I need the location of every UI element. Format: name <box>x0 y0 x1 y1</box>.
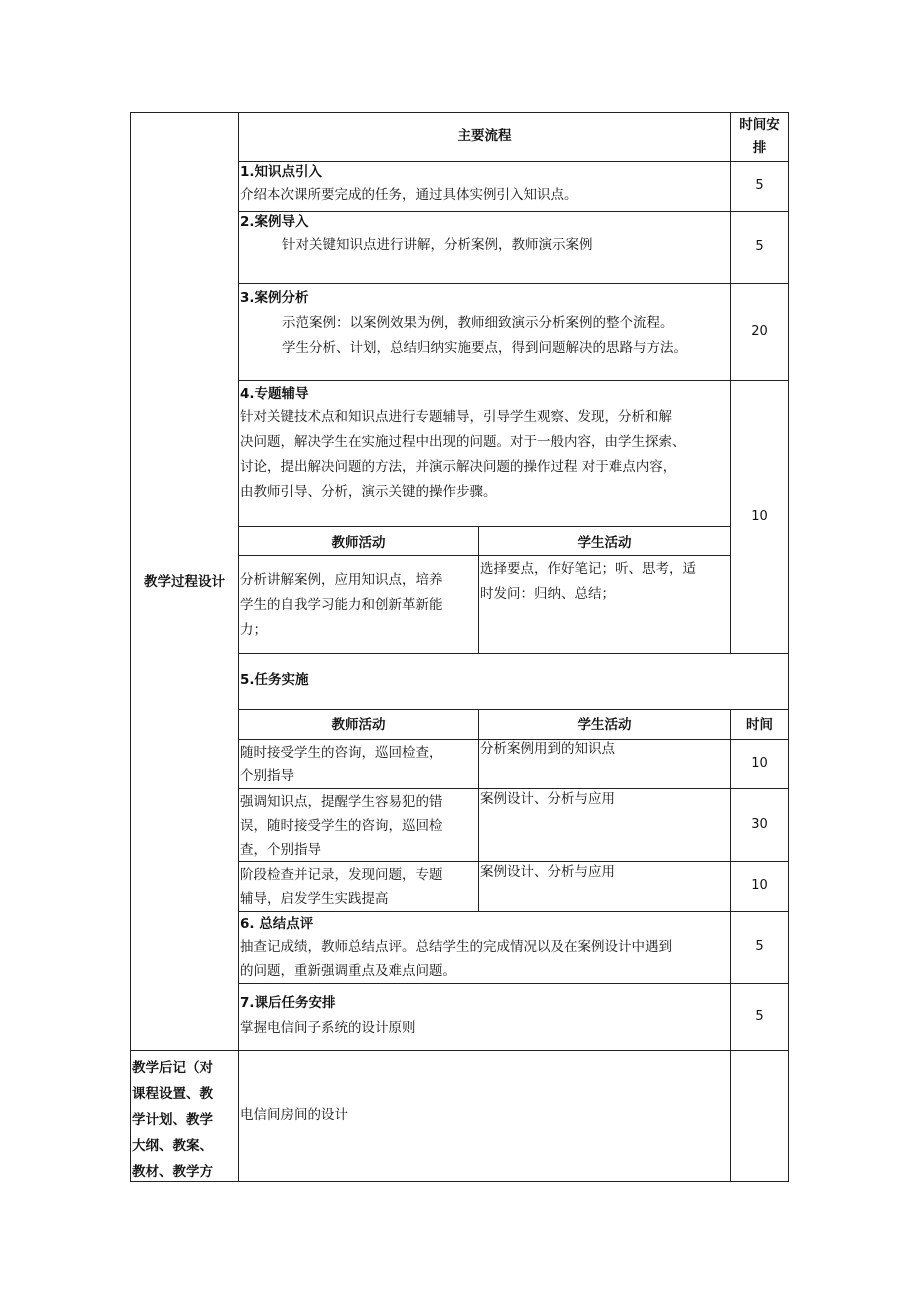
postscript-label-line: 大纲、教案、 <box>132 1138 213 1154</box>
step5-teacher-cell: 阶段检查并记录，发现问题，专题 <box>240 867 443 883</box>
postscript-label-line: 学计划、教学 <box>132 1112 213 1128</box>
step5-teacher-cell: 随时接受学生的咨询，巡回检查， <box>240 745 443 761</box>
step4-text: 讨论，提出解决问题的方法，并演示解决问题的操作过程 对于难点内容， <box>240 459 677 475</box>
postscript-label-line: 课程设置、教 <box>132 1086 213 1102</box>
step5-teacher-cell: 查，个别指导 <box>240 842 321 858</box>
step4-teacher-header: 教师活动 <box>331 535 386 551</box>
step2-title: 2.案例导入 <box>240 214 309 230</box>
step5-student-header: 学生活动 <box>577 717 632 733</box>
step4-title: 4.专题辅导 <box>240 386 309 402</box>
step7-time: 5 <box>755 1009 764 1024</box>
step5-student-cell: 分析案例用到的知识点 <box>480 741 615 757</box>
step4-student-activity: 时发问：归纳、总结； <box>480 586 615 602</box>
step5-teacher-cell: 误，随时接受学生的咨询，巡回检 <box>240 818 443 834</box>
time-header-line: 排 <box>752 140 767 156</box>
step3-time: 20 <box>751 324 768 339</box>
step5-time-cell: 10 <box>751 756 768 771</box>
step3-text: 学生分析、计划，总结归纳实施要点，得到问题解决的思路与方法。 <box>282 340 687 356</box>
step4-text: 决问题，解决学生在实施过程中出现的问题。对于一般内容，由学生探索、 <box>240 434 686 450</box>
step5-teacher-cell: 个别指导 <box>240 768 294 784</box>
step4-teacher-activity: 分析讲解案例，应用知识点，培养 <box>240 572 443 588</box>
step3-title: 3.案例分析 <box>240 290 309 306</box>
step5-teacher-cell: 强调知识点，提醒学生容易犯的错 <box>240 794 443 810</box>
step6-title: 6. 总结点评 <box>240 916 314 932</box>
process-design-label: 教学过程设计 <box>144 574 225 590</box>
step3-text: 示范案例：以案例效果为例，教师细致演示分析案例的整个流程。 <box>282 315 674 331</box>
step5-time-cell: 30 <box>751 817 768 832</box>
time-header-line: 时间安 <box>739 117 780 133</box>
step4-teacher-activity: 学生的自我学习能力和创新革新能 <box>240 597 443 613</box>
step4-time: 10 <box>751 509 768 524</box>
step6-text: 抽查记成绩，教师总结点评。总结学生的完成情况以及在案例设计中遇到 <box>240 939 672 955</box>
step6-text: 的问题，重新强调重点及难点问题。 <box>240 963 456 979</box>
step7-title: 7.课后任务安排 <box>240 995 336 1011</box>
step2-time: 5 <box>755 239 764 254</box>
step1-text: 介绍本次课所要完成的任务，通过具体实例引入知识点。 <box>240 187 578 203</box>
step5-student-cell: 案例设计、分析与应用 <box>480 791 615 807</box>
step4-text: 由教师引导、分析，演示关键的操作步骤。 <box>240 484 497 500</box>
postscript-label-line: 教材、教学方 <box>132 1164 213 1180</box>
step1-time: 5 <box>755 178 764 193</box>
step1-title: 1.知识点引入 <box>240 164 323 180</box>
step5-title: 5.任务实施 <box>240 672 309 688</box>
postscript-label-line: 教学后记（对 <box>132 1060 213 1076</box>
step2-text: 针对关键知识点进行讲解，分析案例，教师演示案例 <box>282 237 593 253</box>
step5-teacher-cell: 辅导，启发学生实践提高 <box>240 891 389 907</box>
main-flow-header: 主要流程 <box>457 128 512 144</box>
step5-time-cell: 10 <box>751 878 768 893</box>
step4-text: 针对关键技术点和知识点进行专题辅导，引导学生观察、发现，分析和解 <box>240 409 672 425</box>
step6-time: 5 <box>755 939 764 954</box>
step4-teacher-activity: 力； <box>240 622 267 638</box>
postscript-content: 电信间房间的设计 <box>240 1107 348 1123</box>
step7-text: 掌握电信间子系统的设计原则 <box>240 1020 416 1036</box>
step5-time-header: 时间 <box>746 717 773 733</box>
step5-teacher-header: 教师活动 <box>331 717 386 733</box>
step4-student-header: 学生活动 <box>577 535 632 551</box>
step5-student-cell: 案例设计、分析与应用 <box>480 864 615 880</box>
step4-student-activity: 选择要点，作好笔记；听、思考，适 <box>480 561 696 577</box>
